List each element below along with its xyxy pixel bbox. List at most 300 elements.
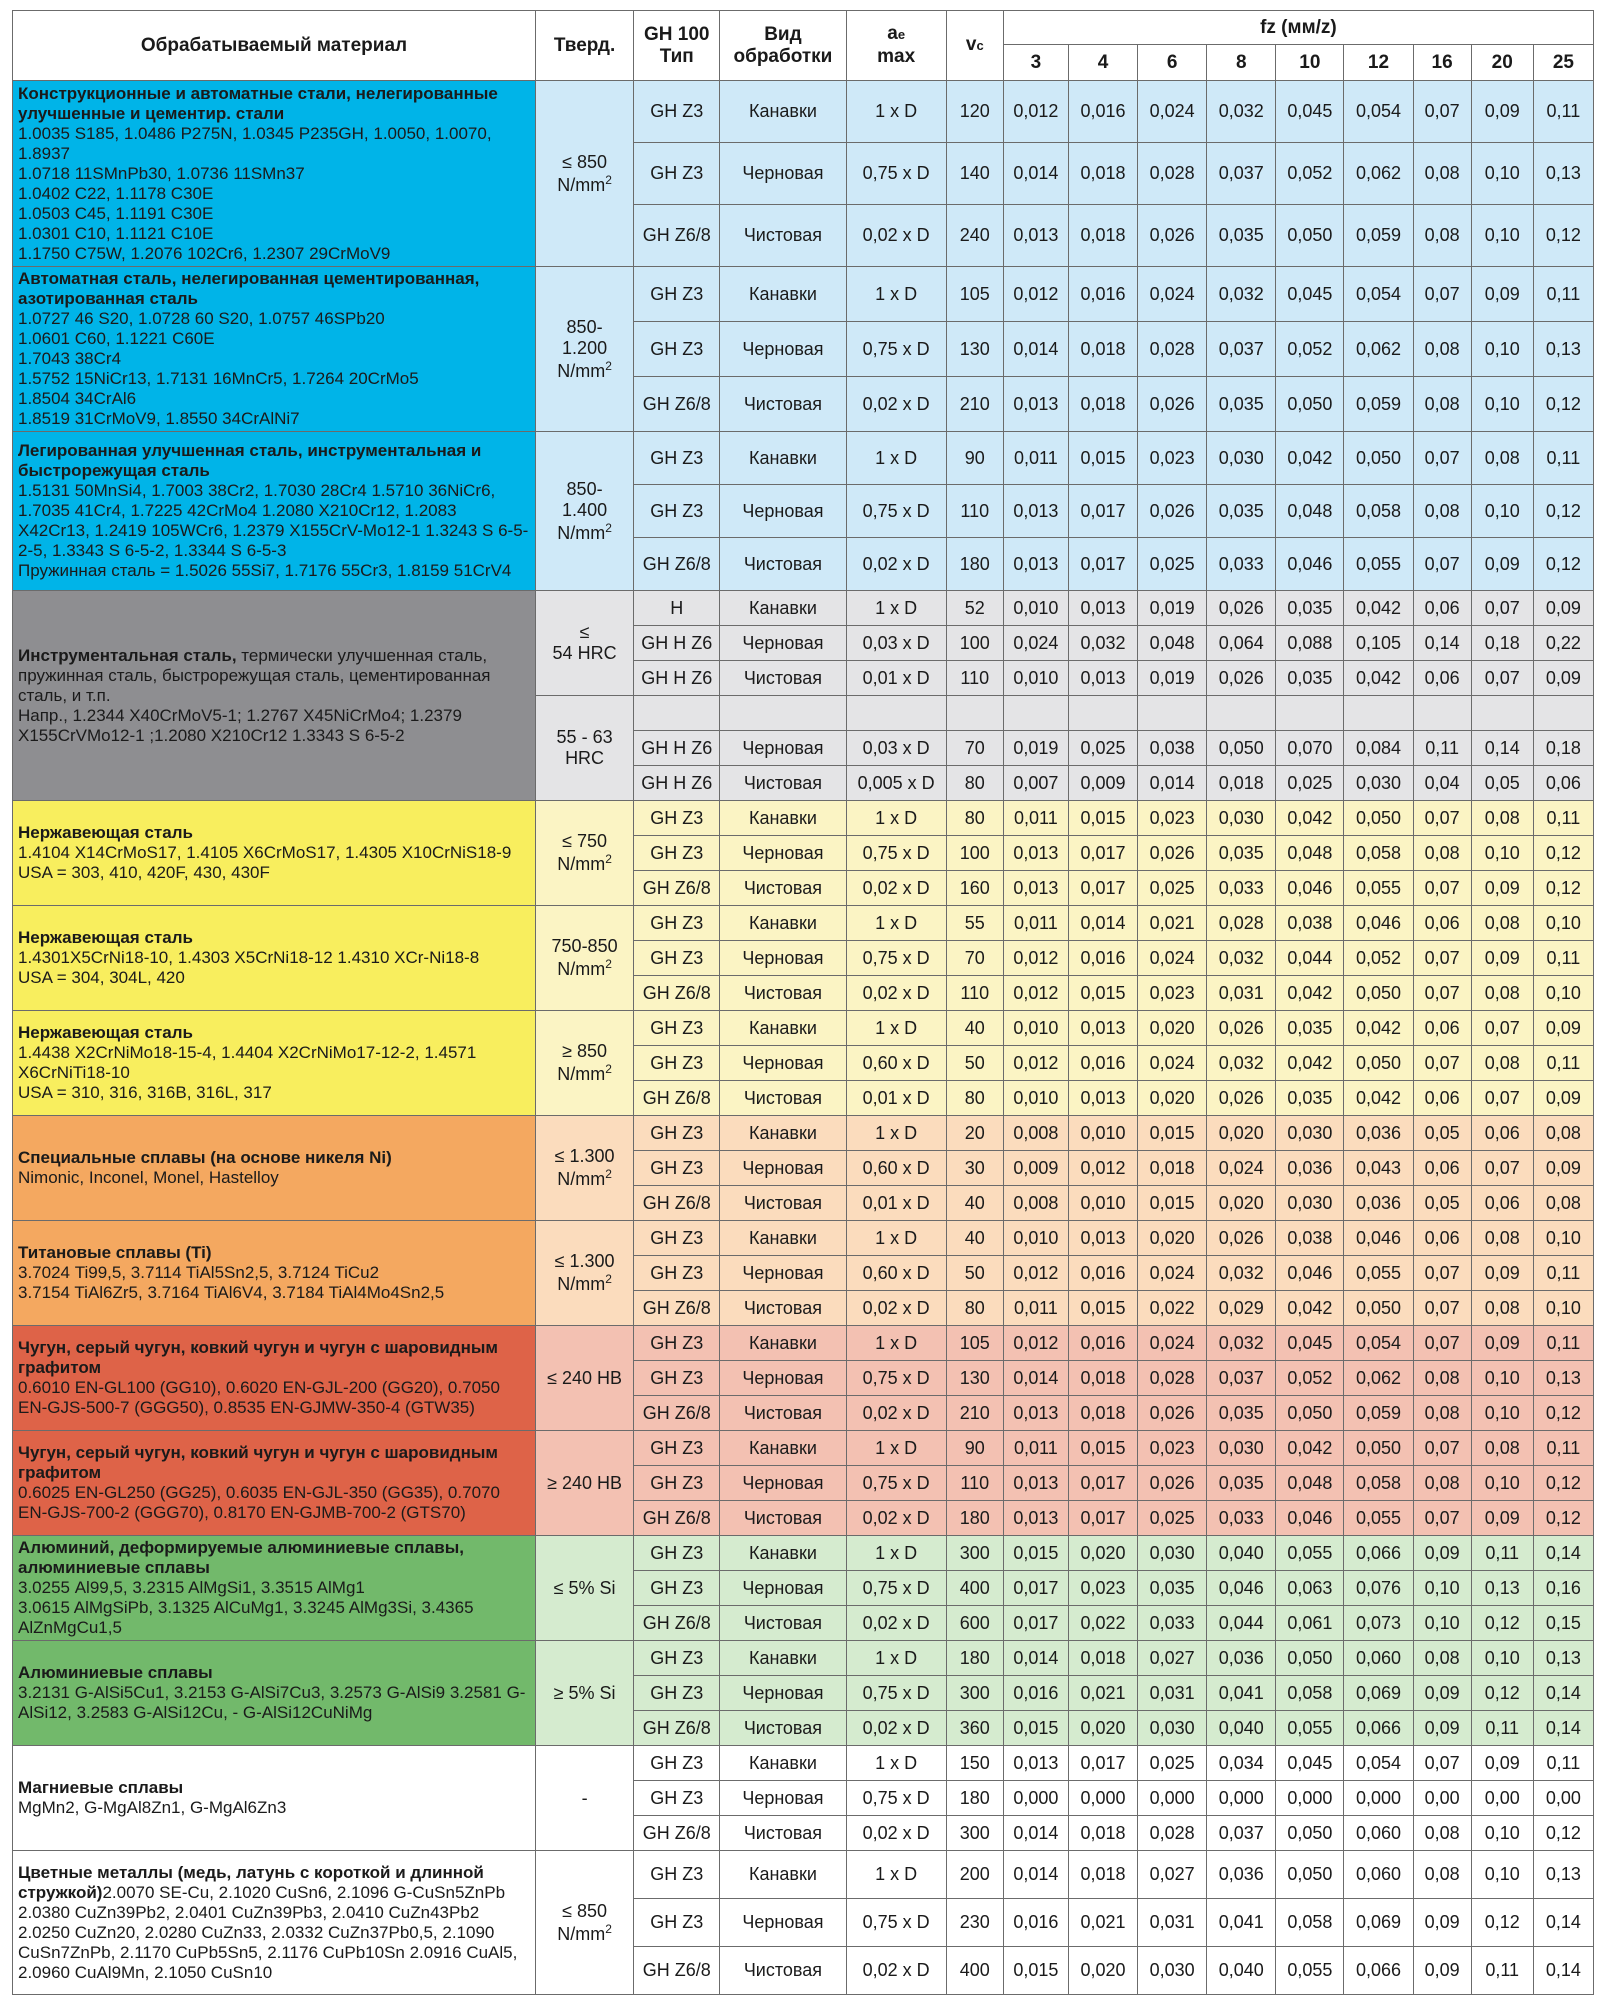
fz-cell [1276, 696, 1344, 731]
fz-cell: 0,059 [1344, 1396, 1413, 1431]
material-name: Нержавеющая сталь [18, 928, 193, 947]
fz-cell: 0,07 [1413, 1046, 1471, 1081]
fz-cell: 0,08 [1471, 1291, 1533, 1326]
tool-type-cell: GH Z6/8 [634, 377, 720, 432]
material-grades: 3.0255 Al99,5, 3.2315 AlMgSi1, 3.3515 AlMg1 3.0615 AlMgSiPb, 3.1325 AlCuMg1, 3.3245 AlMg3Si, 3.4365 AlZnMgCu1,5 [18, 1578, 474, 1637]
fz-cell: 0,027 [1138, 1641, 1207, 1676]
fz-cell: 0,036 [1207, 1641, 1276, 1676]
vc-cell: 50 [946, 1046, 1003, 1081]
fz-cell: 0,018 [1068, 1641, 1137, 1676]
fz-cell: 0,024 [1138, 81, 1207, 143]
fz-cell: 0,000 [1138, 1781, 1207, 1816]
tool-type-cell: GH Z3 [634, 1046, 720, 1081]
ae-max-cell: 1 x D [846, 1431, 946, 1466]
fz-cell: 0,012 [1003, 976, 1068, 1011]
fz-cell: 0,017 [1068, 1746, 1137, 1781]
operation-cell: Черновая [720, 626, 846, 661]
fz-cell: 0,024 [1138, 1256, 1207, 1291]
operation-cell: Канавки [720, 1326, 846, 1361]
fz-cell: 0,016 [1068, 267, 1137, 322]
fz-cell: 0,10 [1471, 1851, 1533, 1899]
table-row [13, 267, 1594, 322]
fz-cell: 0,11 [1533, 432, 1593, 485]
fz-cell: 0,09 [1471, 1326, 1533, 1361]
fz-cell: 0,073 [1344, 1606, 1413, 1641]
fz-cell: 0,09 [1413, 1947, 1471, 1995]
operation-cell: Канавки [720, 1011, 846, 1046]
fz-cell: 0,14 [1533, 1899, 1593, 1947]
material-cell [13, 1851, 536, 1995]
fz-cell: 0,019 [1003, 731, 1068, 766]
fz-cell: 0,055 [1344, 1256, 1413, 1291]
tool-type-cell: GH Z3 [634, 1676, 720, 1711]
fz-cell: 0,013 [1068, 591, 1137, 626]
fz-cell: 0,018 [1068, 205, 1137, 267]
fz-cell: 0,042 [1344, 1081, 1413, 1116]
fz-cell: 0,045 [1276, 1746, 1344, 1781]
material-grades: 0.6025 EN-GL250 (GG25), 0.6035 EN-GJL-350 (GG35), 0.7070 EN-GJS-700-2 (GGG70), 0.8170 EN-GJMB-700-2 (GTS70) [18, 1483, 500, 1522]
table-row [13, 906, 1594, 941]
fz-cell: 0,048 [1276, 1466, 1344, 1501]
vc-cell: 180 [946, 1641, 1003, 1676]
fz-cell [1207, 696, 1276, 731]
fz-cell: 0,10 [1471, 377, 1533, 432]
fz-cell: 0,14 [1471, 731, 1533, 766]
fz-cell: 0,012 [1068, 1151, 1137, 1186]
tool-type-cell: GH Z6/8 [634, 1291, 720, 1326]
fz-cell: 0,046 [1344, 906, 1413, 941]
fz-cell: 0,09 [1471, 871, 1533, 906]
fz-cell: 0,012 [1003, 1046, 1068, 1081]
tool-type-cell: GH Z3 [634, 1361, 720, 1396]
table-row [13, 801, 1594, 836]
fz-cell: 0,033 [1207, 871, 1276, 906]
fz-cell: 0,07 [1413, 941, 1471, 976]
fz-cell: 0,033 [1207, 538, 1276, 591]
fz-cell: 0,10 [1471, 1361, 1533, 1396]
fz-cell: 0,08 [1413, 322, 1471, 377]
hardness-cell: 750-850 $N/mm^2$ [535, 906, 633, 1011]
fz-cell: 0,07 [1413, 1291, 1471, 1326]
operation-cell: Чистовая [720, 871, 846, 906]
fz-cell: 0,030 [1207, 801, 1276, 836]
material-cell [13, 1431, 536, 1536]
fz-cell: 0,08 [1471, 1221, 1533, 1256]
fz-cell: 0,017 [1068, 836, 1137, 871]
fz-cell: 0,023 [1068, 1571, 1137, 1606]
fz-cell: 0,09 [1533, 1011, 1593, 1046]
fz-cell: 0,11 [1533, 267, 1593, 322]
fz-cell: 0,037 [1207, 1816, 1276, 1851]
vc-cell: 180 [946, 1781, 1003, 1816]
fz-cell: 0,07 [1471, 1011, 1533, 1046]
fz-cell: 0,038 [1276, 1221, 1344, 1256]
fz-cell: 0,10 [1533, 906, 1593, 941]
fz-cell: 0,024 [1138, 1326, 1207, 1361]
operation-cell: Чистовая [720, 538, 846, 591]
tool-type-cell: GH Z3 [634, 1851, 720, 1899]
fz-cell: 0,015 [1138, 1116, 1207, 1151]
fz-cell: 0,08 [1413, 836, 1471, 871]
operation-cell: Канавки [720, 801, 846, 836]
fz-cell: 0,010 [1003, 1011, 1068, 1046]
fz-cell: 0,14 [1533, 1711, 1593, 1746]
fz-cell: 0,030 [1276, 1186, 1344, 1221]
material-grades: 2.0070 SE-Cu, 2.1020 CuSn6, 2.1096 G-CuSn5ZnPb 2.0380 CuZn39Pb2, 2.0401 CuZn39Pb3, 2.0410 CuZn43Pb2 2.0250 CuZn20, 2.0280 CuZn33, 2.0332 CuZn37Pb0,5, 2.1090 CuSn7ZnPb, 2.1170 CuPb5Sn5, 2.1176 CuPb10Sn 2.0916 CuAl5, 2.0960 CuAl9Mn, 2.1050 CuSn10 [18, 1882, 518, 1982]
fz-cell: 0,036 [1344, 1186, 1413, 1221]
fz-cell: 0,07 [1413, 432, 1471, 485]
fz-cell: 0,026 [1207, 591, 1276, 626]
fz-cell: 0,014 [1003, 322, 1068, 377]
fz-cell: 0,08 [1471, 976, 1533, 1011]
operation-cell: Черновая [720, 941, 846, 976]
fz-cell: 0,12 [1471, 1899, 1533, 1947]
fz-cell: 0,08 [1413, 205, 1471, 267]
ae-max-cell: 1 x D [846, 591, 946, 626]
ae-max-cell: 0,02 x D [846, 377, 946, 432]
tool-type-cell: GH Z3 [634, 143, 720, 205]
fz-cell: 0,058 [1344, 836, 1413, 871]
tool-type-cell: GH Z6/8 [634, 871, 720, 906]
fz-cell: 0,060 [1344, 1851, 1413, 1899]
operation-cell: Черновая [720, 322, 846, 377]
fz-cell: 0,08 [1413, 1396, 1471, 1431]
fz-cell: 0,16 [1533, 1571, 1593, 1606]
fz-cell: 0,009 [1003, 1151, 1068, 1186]
fz-cell: 0,07 [1471, 1151, 1533, 1186]
tool-type-cell: GH Z3 [634, 1781, 720, 1816]
operation-cell: Канавки [720, 906, 846, 941]
operation-cell: Черновая [720, 1361, 846, 1396]
ae-max-cell: 0,01 x D [846, 661, 946, 696]
fz-cell: 0,000 [1207, 1781, 1276, 1816]
fz-cell [1068, 696, 1137, 731]
fz-cell: 0,018 [1207, 766, 1276, 801]
fz-cell: 0,045 [1276, 267, 1344, 322]
ae-max-cell: 0,75 x D [846, 1571, 946, 1606]
hardness-cell: ≤ 5% Si [535, 1536, 633, 1641]
fz-cell: 0,076 [1344, 1571, 1413, 1606]
fz-cell: 0,016 [1068, 81, 1137, 143]
ae-max-cell: 0,75 x D [846, 1361, 946, 1396]
tool-type-cell: GH Z3 [634, 941, 720, 976]
hardness-cell: ≥ 240 HB [535, 1431, 633, 1536]
tool-type-cell: GH Z3 [634, 81, 720, 143]
material-name: Специальные сплавы (на основе никеля Ni) [18, 1148, 392, 1167]
fz-cell: 0,06 [1413, 1011, 1471, 1046]
table-row [13, 1536, 1594, 1571]
fz-cell: 0,031 [1207, 976, 1276, 1011]
fz-cell: 0,10 [1471, 205, 1533, 267]
fz-cell: 0,084 [1344, 731, 1413, 766]
fz-cell: 0,07 [1413, 267, 1471, 322]
fz-cell: 0,028 [1138, 322, 1207, 377]
hardness-cell: ≤ 850 $N/mm^2$ [535, 1851, 633, 1995]
ae-max-cell: 1 x D [846, 432, 946, 485]
fz-cell: 0,035 [1276, 661, 1344, 696]
fz-cell: 0,050 [1276, 1396, 1344, 1431]
fz-cell: 0,12 [1533, 205, 1593, 267]
ae-max-cell: 0,02 x D [846, 1396, 946, 1431]
fz-cell: 0,10 [1533, 1221, 1593, 1256]
fz-cell: 0,12 [1533, 1501, 1593, 1536]
fz-cell: 0,14 [1533, 1947, 1593, 1995]
operation-cell: Канавки [720, 1536, 846, 1571]
fz-cell: 0,041 [1207, 1899, 1276, 1947]
fz-cell: 0,10 [1471, 1641, 1533, 1676]
fz-cell: 0,045 [1276, 81, 1344, 143]
fz-cell: 0,13 [1471, 1571, 1533, 1606]
operation-cell: Черновая [720, 1151, 846, 1186]
fz-cell: 0,11 [1471, 1947, 1533, 1995]
fz-cell: 0,14 [1413, 626, 1471, 661]
fz-cell: 0,054 [1344, 267, 1413, 322]
fz-cell: 0,055 [1276, 1536, 1344, 1571]
tool-type-cell: GH Z3 [634, 1641, 720, 1676]
fz-cell: 0,035 [1276, 1081, 1344, 1116]
fz-cell: 0,055 [1344, 1501, 1413, 1536]
fz-cell: 0,050 [1344, 1291, 1413, 1326]
material-cell [13, 1536, 536, 1641]
fz-cell: 0,013 [1068, 661, 1137, 696]
tool-type-cell: GH Z6/8 [634, 1711, 720, 1746]
fz-cell: 0,042 [1344, 661, 1413, 696]
fz-cell: 0,048 [1276, 836, 1344, 871]
fz-cell: 0,016 [1068, 1256, 1137, 1291]
vc-cell: 200 [946, 1851, 1003, 1899]
header-diameter: 12 [1344, 45, 1413, 81]
table-row [13, 1011, 1594, 1046]
fz-cell: 0,08 [1413, 1851, 1471, 1899]
vc-cell: 180 [946, 1501, 1003, 1536]
fz-cell: 0,011 [1003, 906, 1068, 941]
fz-cell: 0,026 [1207, 661, 1276, 696]
fz-cell: 0,052 [1276, 143, 1344, 205]
vc-cell: 240 [946, 205, 1003, 267]
fz-cell: 0,029 [1207, 1291, 1276, 1326]
material-name: Конструкционные и автоматные стали, нелегированные улучшенные и цементир. стали [18, 83, 498, 123]
vc-cell: 55 [946, 906, 1003, 941]
material-cell [13, 1221, 536, 1326]
table-row [13, 591, 1594, 626]
fz-cell: 0,09 [1471, 1501, 1533, 1536]
tool-type-cell: GH Z3 [634, 1431, 720, 1466]
fz-cell: 0,011 [1003, 1291, 1068, 1326]
fz-cell: 0,11 [1533, 1746, 1593, 1781]
tool-type-cell: GH Z3 [634, 1116, 720, 1151]
fz-cell: 0,06 [1533, 766, 1593, 801]
fz-cell: 0,010 [1003, 1081, 1068, 1116]
fz-cell: 0,15 [1533, 1606, 1593, 1641]
operation-cell: Черновая [720, 143, 846, 205]
fz-cell: 0,050 [1276, 377, 1344, 432]
fz-cell: 0,013 [1003, 205, 1068, 267]
vc-cell: 110 [946, 661, 1003, 696]
fz-cell: 0,10 [1413, 1606, 1471, 1641]
fz-cell: 0,014 [1003, 1361, 1068, 1396]
material-name: Нержавеющая сталь [18, 1023, 193, 1042]
ae-max-cell: 1 x D [846, 1746, 946, 1781]
material-cell [13, 591, 536, 801]
fz-cell: 0,030 [1276, 1116, 1344, 1151]
fz-cell: 0,014 [1003, 143, 1068, 205]
fz-cell: 0,041 [1207, 1676, 1276, 1711]
ae-max-cell: 0,02 x D [846, 538, 946, 591]
tool-type-cell: GH Z3 [634, 906, 720, 941]
operation-cell: Черновая [720, 1466, 846, 1501]
material-cell [13, 432, 536, 591]
fz-cell: 0,015 [1003, 1947, 1068, 1995]
fz-cell: 0,08 [1471, 1046, 1533, 1081]
fz-cell: 0,08 [1413, 1466, 1471, 1501]
operation-cell: Черновая [720, 1571, 846, 1606]
fz-cell: 0,064 [1207, 626, 1276, 661]
ae-max-cell: 0,02 x D [846, 1291, 946, 1326]
vc-cell: 210 [946, 377, 1003, 432]
fz-cell: 0,025 [1276, 766, 1344, 801]
fz-cell: 0,013 [1003, 1466, 1068, 1501]
material-grades: 3.2131 G-AlSi5Cu1, 3.2153 G-AlSi7Cu3, 3.2573 G-AlSi9 3.2581 G-AlSi12, 3.2583 G-AlSi12Cu, - G-AlSi12CuNiMg [18, 1683, 526, 1722]
ae-max-cell: 1 x D [846, 801, 946, 836]
fz-cell: 0,10 [1471, 322, 1533, 377]
fz-cell: 0,014 [1003, 1641, 1068, 1676]
fz-cell: 0,09 [1533, 1081, 1593, 1116]
material-name: Чугун, серый чугун, ковкий чугун и чугун с шаровидным графитом [18, 1338, 498, 1377]
fz-cell: 0,018 [1068, 1851, 1137, 1899]
fz-cell: 0,022 [1138, 1291, 1207, 1326]
fz-cell: 0,12 [1533, 836, 1593, 871]
fz-cell: 0,062 [1344, 143, 1413, 205]
header-material: Обрабатываемый материал [13, 11, 536, 81]
fz-cell: 0,11 [1471, 1536, 1533, 1571]
hardness-cell: ≤ 240 HB [535, 1326, 633, 1431]
tool-type-cell: GH Z3 [634, 1899, 720, 1947]
fz-cell [1138, 696, 1207, 731]
fz-cell: 0,050 [1344, 1046, 1413, 1081]
operation-cell: Канавки [720, 1116, 846, 1151]
header-vc: vc [946, 11, 1003, 81]
fz-cell: 0,025 [1138, 538, 1207, 591]
material-name: Магниевые сплавы [18, 1778, 184, 1797]
header-diameter: 25 [1533, 45, 1593, 81]
fz-cell: 0,014 [1138, 766, 1207, 801]
table-row [13, 432, 1594, 485]
material-cell [13, 267, 536, 432]
fz-cell: 0,062 [1344, 1361, 1413, 1396]
fz-cell [1003, 696, 1068, 731]
operation-cell: Чистовая [720, 205, 846, 267]
vc-cell: 70 [946, 731, 1003, 766]
fz-cell: 0,09 [1471, 267, 1533, 322]
fz-cell: 0,050 [1344, 976, 1413, 1011]
fz-cell: 0,07 [1413, 81, 1471, 143]
operation-cell: Канавки [720, 81, 846, 143]
fz-cell: 0,038 [1138, 731, 1207, 766]
fz-cell: 0,020 [1207, 1116, 1276, 1151]
vc-cell: 100 [946, 836, 1003, 871]
fz-cell: 0,035 [1207, 1396, 1276, 1431]
vc-cell: 20 [946, 1116, 1003, 1151]
material-name: Чугун, серый чугун, ковкий чугун и чугун с шаровидным графитом [18, 1443, 498, 1482]
vc-cell: 140 [946, 143, 1003, 205]
fz-cell: 0,019 [1138, 591, 1207, 626]
fz-cell: 0,013 [1068, 1221, 1137, 1256]
ae-max-cell: 1 x D [846, 81, 946, 143]
fz-cell: 0,044 [1207, 1606, 1276, 1641]
fz-cell: 0,058 [1276, 1676, 1344, 1711]
operation-cell: Черновая [720, 1676, 846, 1711]
vc-cell: 230 [946, 1899, 1003, 1947]
fz-cell: 0,07 [1413, 1746, 1471, 1781]
operation-cell: Чистовая [720, 976, 846, 1011]
vc-cell: 50 [946, 1256, 1003, 1291]
material-cell [13, 1641, 536, 1746]
fz-cell: 0,060 [1344, 1816, 1413, 1851]
ae-max-cell: 0,02 x D [846, 205, 946, 267]
fz-cell: 0,07 [1413, 801, 1471, 836]
fz-cell: 0,028 [1138, 1816, 1207, 1851]
tool-type-cell: GH Z3 [634, 1536, 720, 1571]
fz-cell: 0,034 [1207, 1746, 1276, 1781]
fz-cell: 0,042 [1276, 432, 1344, 485]
ae-max-cell [846, 696, 946, 731]
fz-cell: 0,025 [1138, 1746, 1207, 1781]
fz-cell: 0,042 [1276, 1046, 1344, 1081]
operation-cell: Чистовая [720, 1816, 846, 1851]
operation-cell: Чистовая [720, 1606, 846, 1641]
fz-cell: 0,013 [1068, 1081, 1137, 1116]
tool-type-cell: GH Z3 [634, 432, 720, 485]
tool-type-cell: GH Z6/8 [634, 1501, 720, 1536]
fz-cell: 0,017 [1068, 1466, 1137, 1501]
material-cell [13, 1326, 536, 1431]
ae-max-cell: 0,75 x D [846, 485, 946, 538]
fz-cell: 0,12 [1533, 1466, 1593, 1501]
material-cell [13, 906, 536, 1011]
fz-cell: 0,030 [1207, 432, 1276, 485]
fz-cell: 0,040 [1207, 1536, 1276, 1571]
tool-type-cell: GH Z3 [634, 836, 720, 871]
header-ae-max: ae max [846, 11, 946, 81]
ae-max-cell: 1 x D [846, 1116, 946, 1151]
vc-cell: 600 [946, 1606, 1003, 1641]
operation-cell: Чистовая [720, 1947, 846, 1995]
fz-cell: 0,013 [1003, 1501, 1068, 1536]
fz-cell: 0,07 [1413, 1326, 1471, 1361]
fz-cell: 0,050 [1344, 432, 1413, 485]
table-row [13, 1116, 1594, 1151]
fz-cell: 0,019 [1138, 661, 1207, 696]
fz-cell: 0,018 [1138, 1151, 1207, 1186]
fz-cell: 0,04 [1413, 766, 1471, 801]
ae-max-cell: 1 x D [846, 1326, 946, 1361]
fz-cell: 0,014 [1003, 1816, 1068, 1851]
vc-cell: 80 [946, 1081, 1003, 1116]
fz-cell: 0,026 [1207, 1081, 1276, 1116]
fz-cell: 0,030 [1344, 766, 1413, 801]
fz-cell: 0,088 [1276, 626, 1344, 661]
material-cell [13, 1746, 536, 1851]
fz-cell: 0,066 [1344, 1536, 1413, 1571]
vc-cell: 40 [946, 1221, 1003, 1256]
vc-cell: 160 [946, 871, 1003, 906]
fz-cell: 0,014 [1003, 1851, 1068, 1899]
fz-cell: 0,000 [1003, 1781, 1068, 1816]
fz-cell: 0,06 [1471, 1186, 1533, 1221]
ae-max-cell: 0,60 x D [846, 1256, 946, 1291]
tool-type-cell: GH Z6/8 [634, 1081, 720, 1116]
fz-cell: 0,050 [1276, 205, 1344, 267]
